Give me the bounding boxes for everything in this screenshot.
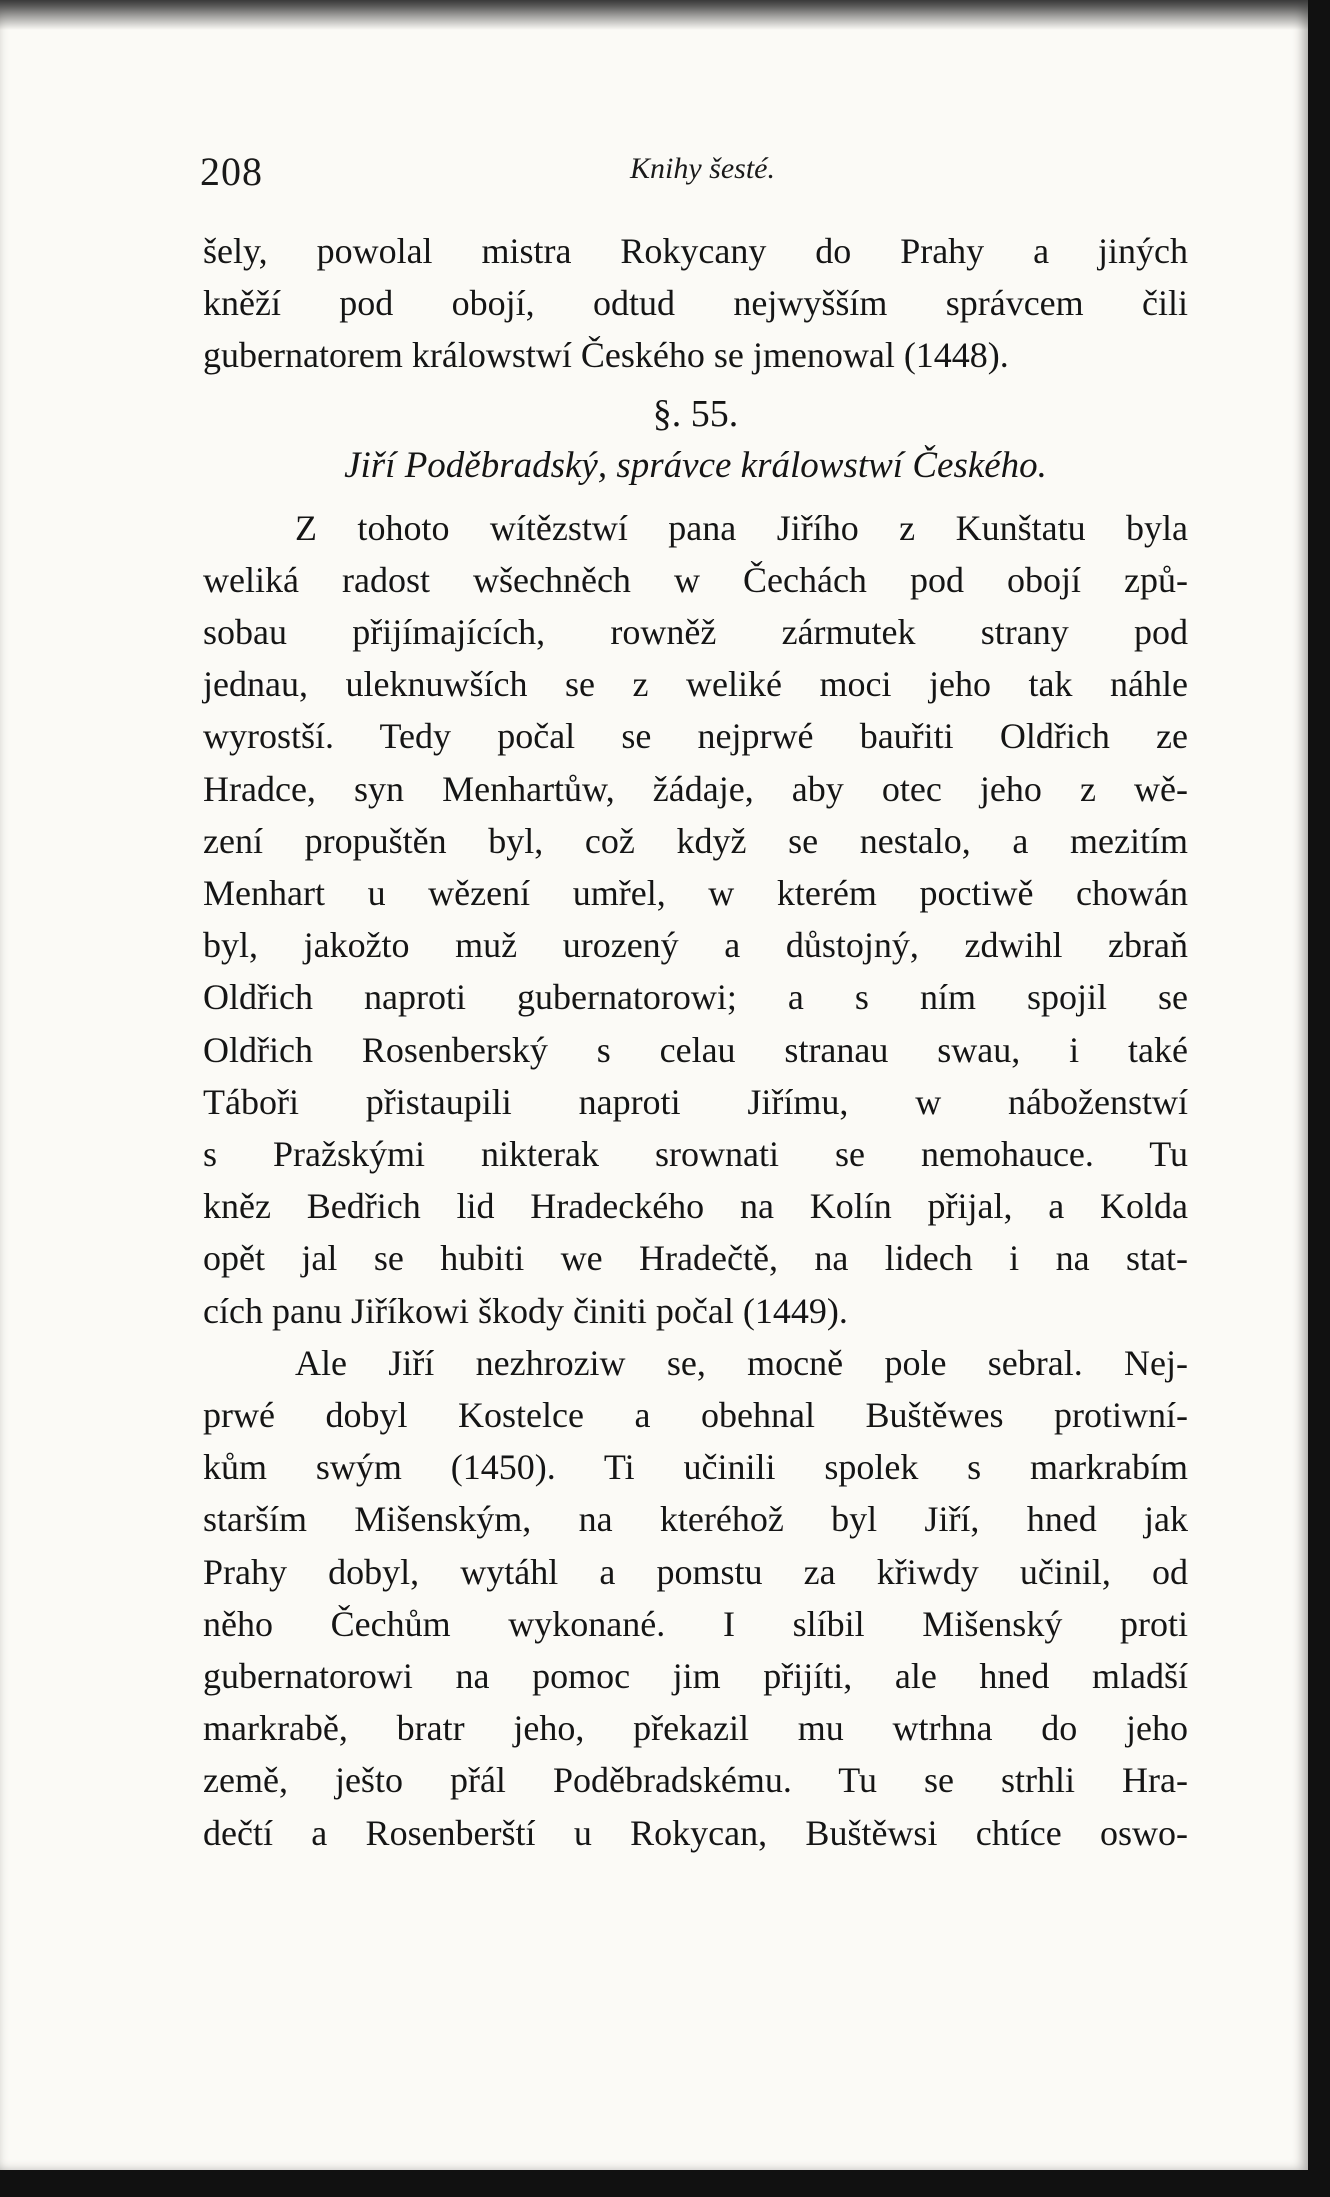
- text-line: starším Mišenským, na kteréhož byl Jiří, hned jak: [203, 1499, 1188, 1540]
- text-line: markrabě, bratr jeho, překazil mu wtrhna do jeho: [203, 1708, 1188, 1749]
- text-line: Oldřich Rosenberský s celau stranau swau, i také: [203, 1029, 1188, 1070]
- text-line: Ale Jiří nezhroziw se, mocně pole sebral. Nej-: [295, 1342, 1188, 1383]
- text-line: zení propuštěn byl, což když se nestalo, a mezitím: [203, 820, 1188, 861]
- paragraph-2: [203, 1337, 1188, 1859]
- text-line: šely, powolal mistra Rokycany do Prahy a jiných: [203, 231, 1188, 271]
- text-line: wyrostší. Tedy počal se nejprwé bauřiti Oldřich ze: [203, 716, 1188, 757]
- text-line: země, ješto přál Poděbradskému. Tu se strhli Hra-: [203, 1760, 1188, 1801]
- text-line: gubernatorowi na pomoc jim přijíti, ale hned mladší: [203, 1656, 1188, 1697]
- text-line: Táboři přistaupili naproti Jiřímu, w náboženstwí: [203, 1081, 1188, 1122]
- text-line: opět jal se hubiti we Hradečtě, na lidech i na stat-: [203, 1238, 1188, 1279]
- page-number: 208: [200, 149, 263, 194]
- text-line: s Pražskými nikterak srownati se nemohauce. Tu: [203, 1134, 1188, 1175]
- scan-border-bottom: [0, 2170, 1330, 2197]
- text-line: prwé dobyl Kostelce a obehnal Buštěwes protiwní-: [203, 1395, 1188, 1436]
- paragraph-1: [203, 502, 1188, 1337]
- text-line: cích panu Jiříkowi škody činiti počal (1449).: [203, 1290, 848, 1331]
- text-line: Menhart u wězení umřel, w kterém poctiwě chowán: [203, 873, 1188, 914]
- text-line: Oldřich naproti gubernatorowi; a s ním spojil se: [203, 977, 1188, 1018]
- text-line: weliká radost wšechněch w Čechách pod obojí způ-: [203, 559, 1188, 600]
- text-block: [203, 225, 1188, 1859]
- text-line: něho Čechům wykonané. I slíbil Mišenský proti: [203, 1603, 1188, 1644]
- text-line: Hradce, syn Menhartůw, žádaje, aby otec jeho z wě-: [203, 768, 1188, 809]
- running-head: Knihy šesté.: [630, 152, 775, 185]
- text-line: Prahy dobyl, wytáhl a pomstu za křiwdy učinil, od: [203, 1551, 1188, 1592]
- text-line: gubernatorem králowstwí Českého se jmenowal (1448).: [203, 335, 1009, 376]
- page-header: [200, 148, 1210, 198]
- top-edge-shadow: [0, 0, 1310, 30]
- continuation-paragraph: [203, 225, 1188, 382]
- text-line: sobau přijímajících, rowněž zármutek strany pod: [203, 612, 1188, 653]
- text-line: jednau, uleknuwších se z weliké moci jeho tak náhle: [203, 664, 1188, 705]
- text-line: byl, jakožto muž urozený a důstojný, zdwihl zbraň: [203, 925, 1188, 966]
- text-line: Z tohoto wítězstwí pana Jiřího z Kunštatu byla: [295, 507, 1188, 548]
- text-line: kněží pod obojí, odtud nejwyšším správcem čili: [203, 283, 1188, 324]
- section-title: Jiří Poděbradský, správce králowstwí Českého.: [344, 444, 1047, 486]
- scan-border-right: [1308, 0, 1330, 2197]
- section-number: §. 55.: [652, 392, 739, 435]
- text-line: dečtí a Rosenberští u Rokycan, Buštěwsi chtíce oswo-: [203, 1812, 1188, 1853]
- text-line: kům swým (1450). Ti učinili spolek s markrabím: [203, 1447, 1188, 1488]
- text-line: kněz Bedřich lid Hradeckého na Kolín přijal, a Kolda: [203, 1186, 1188, 1227]
